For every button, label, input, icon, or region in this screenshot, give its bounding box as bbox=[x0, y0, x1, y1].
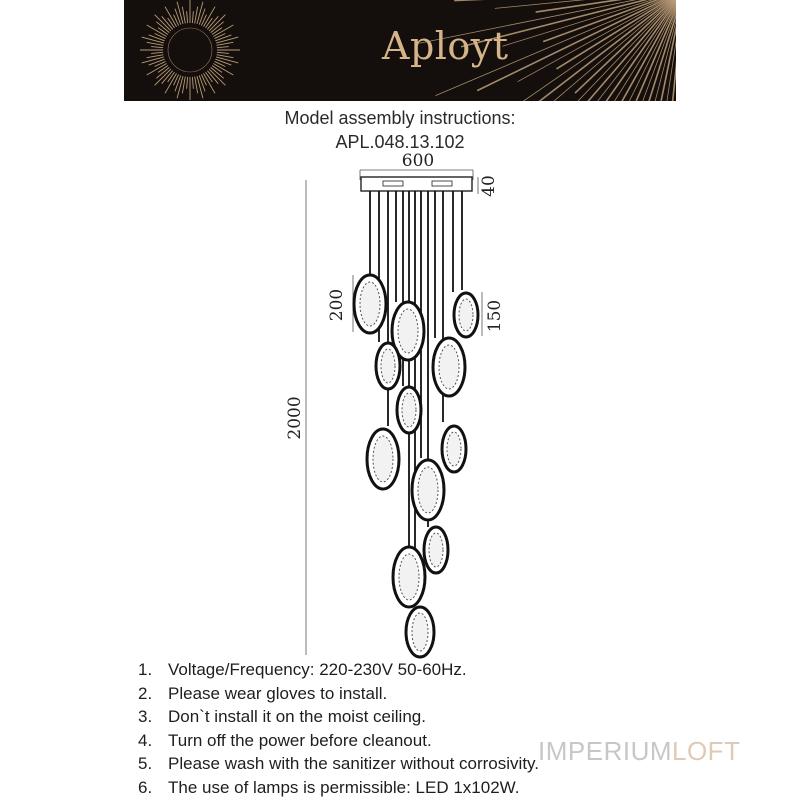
pendant-shade bbox=[397, 387, 421, 433]
watermark-part2: LOFT bbox=[672, 736, 741, 766]
instruction-text: Turn off the power before cleanout. bbox=[168, 730, 432, 750]
instructions-list bbox=[138, 658, 539, 799]
model-number: APL.048.13.102 bbox=[335, 132, 465, 152]
instruction-item bbox=[138, 682, 539, 706]
pendant-shade bbox=[406, 607, 434, 657]
instruction-number: 2. bbox=[138, 683, 153, 703]
brand-logo-text: Aployt bbox=[382, 24, 509, 68]
instruction-text: Please wear gloves to install. bbox=[168, 683, 388, 703]
total-height-label: 2000 bbox=[285, 396, 305, 440]
instruction-text: Don`t install it on the moist ceiling. bbox=[168, 707, 426, 726]
pendant-shade bbox=[376, 343, 400, 389]
instruction-text: The use of lamps is permissible: LED 1x102W. bbox=[168, 777, 520, 797]
large-shade-dimension-label: 200 bbox=[327, 288, 347, 322]
canopy-height-label: 40 bbox=[479, 175, 499, 197]
pendant-shade bbox=[433, 338, 465, 396]
watermark bbox=[538, 736, 740, 767]
small-shade-dimension-label: 150 bbox=[485, 299, 505, 333]
pendant-shade bbox=[442, 426, 466, 472]
instruction-item bbox=[138, 705, 539, 729]
pendant-shades bbox=[354, 275, 478, 657]
pendant-shade bbox=[367, 429, 399, 489]
instruction-number: 3. bbox=[138, 707, 153, 726]
document-title: Model assembly instructions: bbox=[284, 108, 516, 128]
instruction-number: 6. bbox=[138, 777, 153, 797]
instruction-number: 1. bbox=[138, 660, 153, 679]
watermark-part1: IMPERIUM bbox=[538, 736, 672, 766]
instruction-text: Voltage/Frequency: 220-230V 50-60Hz. bbox=[168, 660, 467, 679]
pendant-shade bbox=[424, 527, 448, 573]
pendant-shade bbox=[393, 547, 425, 607]
pendant-shade bbox=[412, 460, 444, 520]
instruction-number: 5. bbox=[138, 754, 153, 773]
instruction-number: 4. bbox=[138, 730, 153, 750]
pendant-shade bbox=[354, 275, 386, 333]
pendant-shade bbox=[454, 293, 478, 337]
instruction-item bbox=[138, 729, 539, 753]
instruction-item bbox=[138, 776, 539, 800]
ceiling-canopy bbox=[361, 177, 472, 191]
instruction-item bbox=[138, 752, 539, 776]
instruction-text: Please wash with the sanitizer without corrosivity. bbox=[168, 754, 540, 773]
width-dimension-label: 600 bbox=[401, 151, 435, 171]
instruction-item bbox=[138, 658, 539, 682]
